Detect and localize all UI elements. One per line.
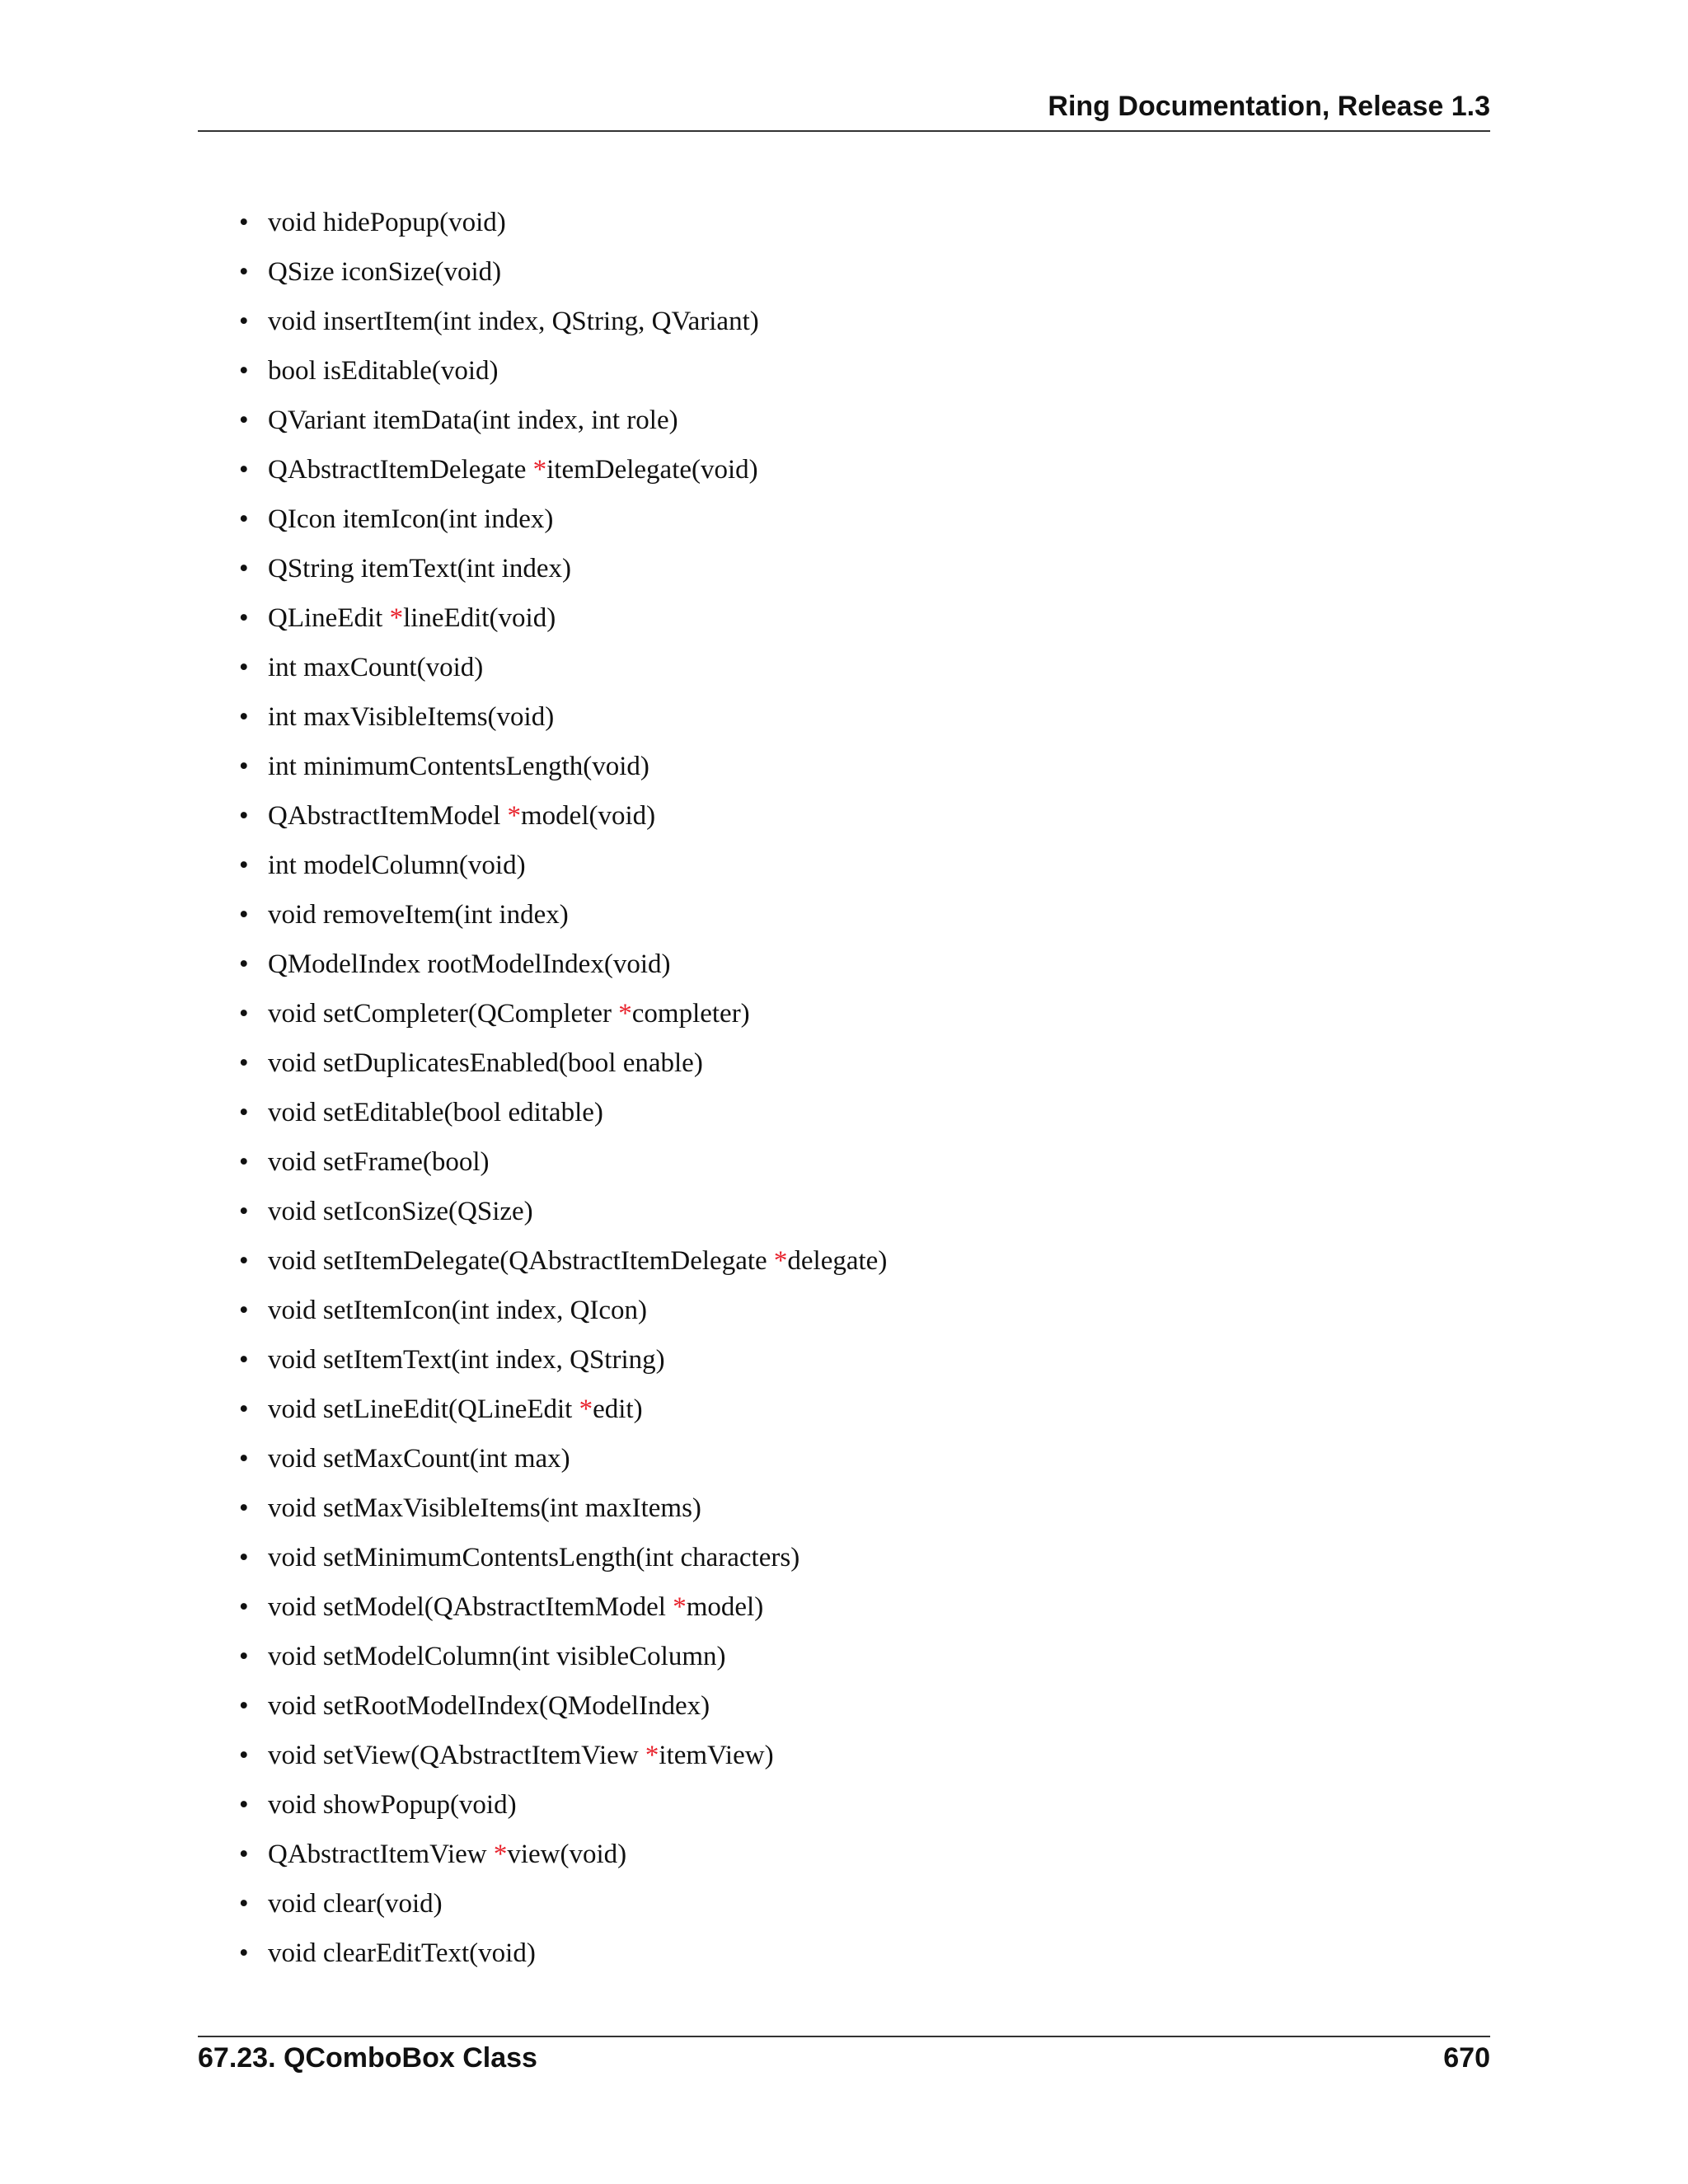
bullet-icon: •	[239, 949, 249, 979]
method-item	[239, 1681, 887, 1731]
pointer-asterisk: *	[773, 1246, 788, 1276]
bullet-icon: •	[239, 257, 249, 287]
method-signature-start: int maxCount(void)	[268, 653, 484, 682]
bullet-icon: •	[239, 1246, 249, 1276]
method-list	[239, 198, 887, 1978]
method-signature-start: QString itemText(int index)	[268, 554, 571, 583]
method-signature-start: QLineEdit	[268, 603, 390, 633]
method-signature-start: void setModel(QAbstractItemModel	[268, 1592, 673, 1622]
method-item	[239, 494, 887, 544]
method-item	[239, 1434, 887, 1483]
method-item	[239, 1137, 887, 1187]
bullet-icon: •	[239, 208, 249, 237]
method-item	[239, 593, 887, 643]
bullet-icon: •	[239, 1889, 249, 1919]
method-item	[239, 890, 887, 940]
bullet-icon: •	[239, 554, 249, 583]
bullet-icon: •	[239, 504, 249, 534]
method-signature-start: void removeItem(int index)	[268, 900, 569, 930]
method-signature-start: int modelColumn(void)	[268, 851, 526, 880]
method-item	[239, 544, 887, 593]
method-item	[239, 742, 887, 791]
pointer-asterisk: *	[493, 1840, 508, 1869]
method-signature-start: void setLineEdit(QLineEdit	[268, 1394, 579, 1424]
bullet-icon: •	[239, 1296, 249, 1325]
method-signature-start: QSize iconSize(void)	[268, 257, 502, 287]
method-item	[239, 198, 887, 247]
method-item	[239, 1187, 887, 1236]
method-signature-start: QAbstractItemView	[268, 1840, 494, 1869]
method-signature-start: void setMaxVisibleItems(int maxItems)	[268, 1493, 701, 1523]
bullet-icon: •	[239, 999, 249, 1029]
method-signature-start: void setItemText(int index, QString)	[268, 1345, 665, 1375]
bullet-icon: •	[239, 405, 249, 435]
bullet-icon: •	[239, 1048, 249, 1078]
method-item	[239, 791, 887, 841]
method-item	[239, 989, 887, 1038]
method-item	[239, 841, 887, 890]
method-item	[239, 346, 887, 396]
bullet-icon: •	[239, 455, 249, 485]
method-signature-end: itemDelegate(void)	[546, 455, 758, 485]
pointer-asterisk: *	[645, 1741, 659, 1770]
bullet-icon: •	[239, 307, 249, 336]
method-item	[239, 643, 887, 692]
bullet-icon: •	[239, 1938, 249, 1968]
method-signature-start: void setItemDelegate(QAbstractItemDelegate	[268, 1246, 774, 1276]
method-item	[239, 297, 887, 346]
method-signature-start: int minimumContentsLength(void)	[268, 752, 649, 781]
method-item	[239, 1830, 887, 1879]
method-signature-end: itemView)	[659, 1741, 774, 1770]
footer-divider	[198, 2036, 1490, 2037]
bullet-icon: •	[239, 1840, 249, 1869]
method-item	[239, 1929, 887, 1978]
method-signature-end: edit)	[593, 1394, 643, 1424]
bullet-icon: •	[239, 752, 249, 781]
method-signature-start: void setMaxCount(int max)	[268, 1444, 570, 1474]
bullet-icon: •	[239, 1691, 249, 1721]
bullet-icon: •	[239, 1147, 249, 1177]
pointer-asterisk: *	[673, 1592, 687, 1622]
method-signature-start: void setIconSize(QSize)	[268, 1197, 533, 1226]
bullet-icon: •	[239, 1345, 249, 1375]
method-item	[239, 1088, 887, 1137]
header-divider	[198, 130, 1490, 132]
method-item	[239, 1780, 887, 1830]
method-item	[239, 1731, 887, 1780]
pointer-asterisk: *	[532, 455, 547, 485]
method-item	[239, 1582, 887, 1632]
bullet-icon: •	[239, 356, 249, 386]
method-signature-start: int maxVisibleItems(void)	[268, 702, 555, 732]
bullet-icon: •	[239, 603, 249, 633]
method-item	[239, 396, 887, 445]
method-item	[239, 1236, 887, 1286]
method-signature-start: void hidePopup(void)	[268, 208, 506, 237]
method-item	[239, 1286, 887, 1335]
bullet-icon: •	[239, 1592, 249, 1622]
method-signature-start: QAbstractItemModel	[268, 801, 508, 831]
method-item	[239, 1038, 887, 1088]
method-signature-start: void showPopup(void)	[268, 1790, 517, 1820]
method-item	[239, 1335, 887, 1385]
bullet-icon: •	[239, 1642, 249, 1671]
bullet-icon: •	[239, 1197, 249, 1226]
method-signature-start: QAbstractItemDelegate	[268, 455, 533, 485]
method-item	[239, 1483, 887, 1533]
method-item	[239, 692, 887, 742]
method-signature-end: lineEdit(void)	[403, 603, 556, 633]
method-signature-start: void setModelColumn(int visibleColumn)	[268, 1642, 726, 1671]
method-signature-start: QIcon itemIcon(int index)	[268, 504, 554, 534]
bullet-icon: •	[239, 653, 249, 682]
bullet-icon: •	[239, 900, 249, 930]
method-signature-start: void setRootModelIndex(QModelIndex)	[268, 1691, 710, 1721]
method-signature-end: view(void)	[507, 1840, 627, 1869]
method-item	[239, 1533, 887, 1582]
method-item	[239, 1632, 887, 1681]
method-item	[239, 1879, 887, 1929]
method-signature-end: model(void)	[521, 801, 656, 831]
method-signature-start: QModelIndex rootModelIndex(void)	[268, 949, 671, 979]
bullet-icon: •	[239, 1493, 249, 1523]
page-header-title: Ring Documentation, Release 1.3	[1048, 91, 1490, 122]
method-item	[239, 940, 887, 989]
pointer-asterisk: *	[507, 801, 522, 831]
method-signature-start: void setItemIcon(int index, QIcon)	[268, 1296, 648, 1325]
bullet-icon: •	[239, 1790, 249, 1820]
method-item	[239, 445, 887, 494]
method-item	[239, 247, 887, 297]
method-signature-start: void setDuplicatesEnabled(bool enable)	[268, 1048, 703, 1078]
method-signature-end: model)	[686, 1592, 764, 1622]
method-signature-start: void insertItem(int index, QString, QVariant)	[268, 307, 759, 336]
bullet-icon: •	[239, 1741, 249, 1770]
pointer-asterisk: *	[389, 603, 404, 633]
method-signature-end: completer)	[631, 999, 750, 1029]
method-item	[239, 1385, 887, 1434]
method-signature-start: void clearEditText(void)	[268, 1938, 536, 1968]
bullet-icon: •	[239, 1394, 249, 1424]
method-signature-start: void setEditable(bool editable)	[268, 1098, 603, 1127]
method-signature-end: delegate)	[787, 1246, 888, 1276]
bullet-icon: •	[239, 851, 249, 880]
method-signature-start: void clear(void)	[268, 1889, 443, 1919]
method-signature-start: bool isEditable(void)	[268, 356, 499, 386]
bullet-icon: •	[239, 801, 249, 831]
method-signature-start: void setFrame(bool)	[268, 1147, 490, 1177]
pointer-asterisk: *	[579, 1394, 593, 1424]
bullet-icon: •	[239, 1444, 249, 1474]
footer-section-title: 67.23. QComboBox Class	[198, 2042, 537, 2074]
bullet-icon: •	[239, 1543, 249, 1572]
footer-page-number: 670	[1443, 2042, 1490, 2074]
method-signature-start: void setMinimumContentsLength(int characters)	[268, 1543, 800, 1572]
bullet-icon: •	[239, 1098, 249, 1127]
method-signature-start: void setView(QAbstractItemView	[268, 1741, 645, 1770]
bullet-icon: •	[239, 702, 249, 732]
method-signature-start: void setCompleter(QCompleter	[268, 999, 619, 1029]
method-signature-start: QVariant itemData(int index, int role)	[268, 405, 678, 435]
pointer-asterisk: *	[618, 999, 632, 1029]
